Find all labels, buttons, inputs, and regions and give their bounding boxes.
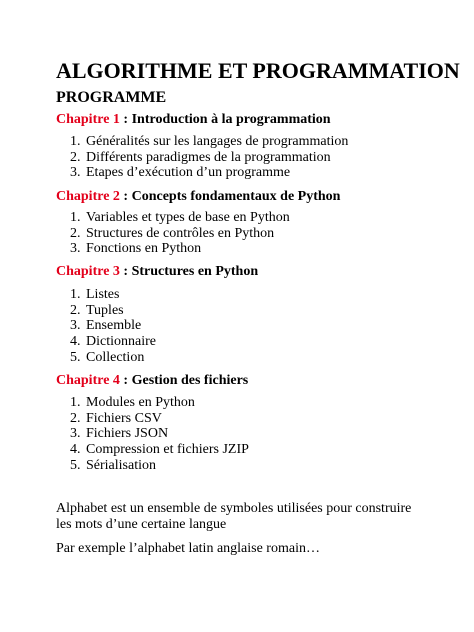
list-item: [70, 226, 290, 242]
list-item: [70, 318, 156, 334]
list-item-number: 3.: [70, 165, 81, 181]
list-item: [70, 165, 348, 181]
list-item: [70, 458, 249, 474]
chapter-separator: :: [119, 373, 132, 388]
list-item-text: Sérialisation: [86, 457, 156, 473]
list-item-text: Listes: [86, 287, 120, 302]
list-item-text: Etapes d’exécution d’un programme: [86, 165, 291, 181]
chapter-item-list: [70, 134, 348, 181]
chapter-separator: :: [119, 112, 132, 127]
chapter-number: Chapitre 2: [56, 189, 120, 204]
list-item-number: 2.: [70, 225, 81, 241]
list-item-number: 3.: [70, 426, 81, 442]
chapter-number: Chapitre 4: [56, 373, 120, 388]
list-item-number: 1.: [70, 210, 81, 225]
list-item-number: 2.: [70, 149, 81, 165]
list-item: [70, 241, 290, 257]
list-item-text: Fichiers CSV: [86, 410, 162, 426]
list-item-number: 4.: [70, 442, 81, 458]
list-item-text: Tuples: [86, 302, 124, 318]
list-item-text: Différents paradigmes de la programmation: [86, 149, 331, 165]
chapter-separator: :: [119, 189, 132, 204]
chapter-title: Introduction à la programmation: [131, 112, 331, 127]
list-item: [70, 334, 156, 350]
list-item-number: 3.: [70, 241, 81, 257]
list-item-text: Généralités sur les langages de programmation: [86, 134, 349, 149]
list-item-text: Dictionnaire: [86, 334, 156, 350]
list-item: [70, 150, 348, 166]
list-item-text: Fichiers JSON: [86, 426, 169, 442]
list-item-number: 1.: [70, 134, 81, 149]
chapter-title: Gestion des fichiers: [131, 373, 249, 388]
list-item: [70, 134, 348, 150]
list-item-number: 5.: [70, 457, 81, 473]
chapter-item-list: [70, 395, 249, 474]
list-item-text: Variables et types de base en Python: [86, 210, 290, 225]
chapter-number: Chapitre 1: [56, 112, 120, 127]
list-item-number: 4.: [70, 334, 81, 350]
list-item-number: 5.: [70, 349, 81, 365]
chapter-heading: [56, 188, 340, 206]
chapter-title: Structures en Python: [131, 264, 259, 279]
list-item: [70, 442, 249, 458]
chapter-heading: [56, 111, 331, 129]
list-item-number: 2.: [70, 410, 81, 426]
chapter-title: Concepts fondamentaux de Python: [131, 189, 341, 204]
list-item-text: Structures de contrôles en Python: [86, 225, 275, 241]
list-item: [70, 287, 156, 303]
chapter-item-list: [70, 210, 290, 257]
list-item: [70, 426, 249, 442]
chapter-item-list: [70, 287, 156, 366]
list-item: [70, 303, 156, 319]
list-item-number: 1.: [70, 395, 81, 410]
list-item-text: Compression et fichiers JZIP: [86, 442, 249, 458]
list-item-text: Modules en Python: [86, 395, 195, 410]
list-item: [70, 395, 249, 411]
chapter-heading: [56, 263, 258, 281]
list-item-number: 3.: [70, 318, 81, 334]
chapter-heading: [56, 372, 248, 390]
chapter-number: Chapitre 3: [56, 264, 120, 279]
document-title: ALGORITHME ET PROGRAMMATION: [56, 58, 460, 83]
list-item: [70, 411, 249, 427]
body-paragraph: Alphabet est un ensemble de symboles utilisées pour construire les mots d’une certaine langue: [56, 501, 412, 532]
list-item-text: Fonctions en Python: [86, 241, 202, 257]
list-item-text: Ensemble: [86, 318, 142, 334]
list-item-number: 1.: [70, 287, 81, 302]
list-item-text: Collection: [86, 349, 145, 365]
list-item: [70, 210, 290, 226]
list-item-number: 2.: [70, 302, 81, 318]
list-item: [70, 350, 156, 366]
body-paragraph: Par exemple l’alphabet latin anglaise romain…: [56, 541, 320, 556]
chapter-separator: :: [119, 264, 132, 279]
document-subtitle: PROGRAMME: [56, 89, 167, 106]
